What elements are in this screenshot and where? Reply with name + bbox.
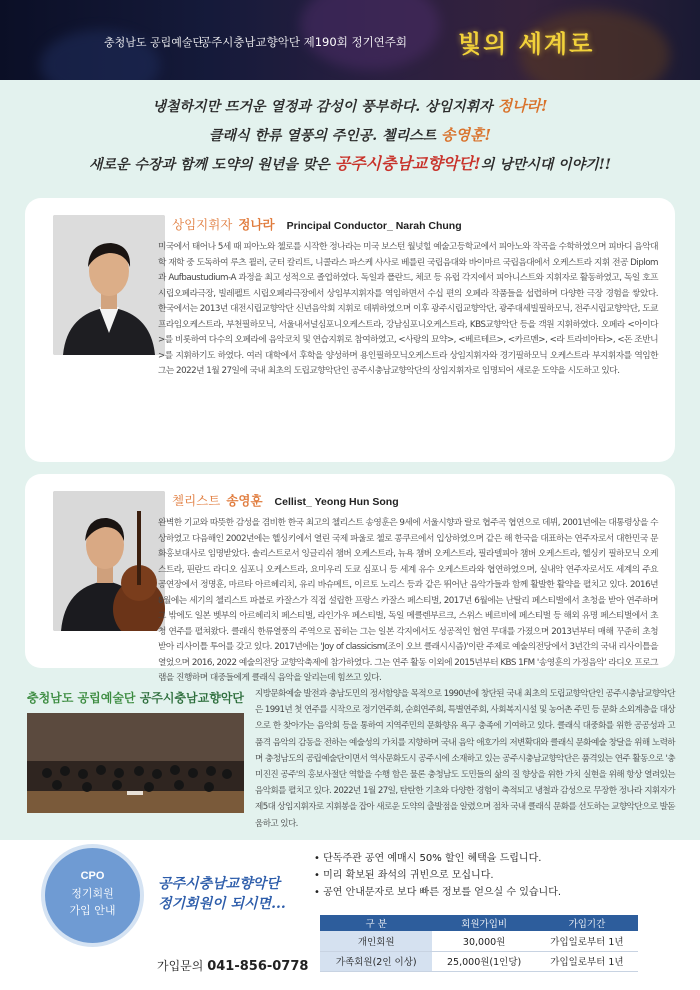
fee-table-header xyxy=(320,915,638,931)
orchestra-description: 지방문화예술 발전과 충남도민의 정서함양을 목적으로 1990년에 창단된 국내 최초의 도립교향악단인 공주시충남교향악단은 1991년 첫 연주를 시작으로 정기연주회, 순회연주회, 특별연주회, 사회복지시설 및 농어촌 주민 등 문화 소외계층을 대상으로 한 찾아가는 음악회 등을 통하여 지역주민의 문화향유 욕구 충족에 기여하고 있다. 클래식 대중화를 위한 공공성과 고품격 음악의 감동을 전하는 예술성의 가치를 지향하며 국내 음악 애호가의 저변확대와 클래식 문화예술 창달을 위해 노력하며 충청남도의 공립예술단이면서 역사문화도시 공주시에 소재하고 있는 공주시충남교향악단은 품격있는 연주 활동으로 '충미진진 공주'의 홍보사절단 역할을 수행 함은 물론 충청남도 도민들의 삶의 질 향상을 위한 가치 실현을 위해 항상 열려있는 음악회를 펼치고 있다. 2022년 1월 27일, 탄탄한 기초와 다양한 경험이 축적되고 냉철과 감성으로 무장한 정나라 지휘자가 제5대 상임지휘자로 지휘봉을 잡아 새로운 도약의 출발점을 알렸으며 점차 국내 클래식 문화를 선도하는 교향악단으로 발돋움하고 있다. xyxy=(255,689,675,829)
header-title: 빛의 세계로 xyxy=(458,29,595,58)
benefit-item: • 공연 안내문자로 보다 빠른 정보를 얻으실 수 있습니다. xyxy=(314,884,561,901)
orchestra-title xyxy=(27,689,244,706)
cellist-english-title: Cellist_ Yeong Hun Song xyxy=(274,496,399,508)
conductor-english-title: Principal Conductor_ Narah Chung xyxy=(286,220,462,232)
cellist-card xyxy=(25,474,675,683)
conductor-portrait-icon xyxy=(53,215,165,355)
intro-line-1 xyxy=(0,92,700,121)
cellist-portrait-icon xyxy=(53,491,165,631)
fee-header-price: 회원가입비 xyxy=(432,915,535,931)
intro-orchestra-name: 공주시충남교향악단! xyxy=(334,154,481,173)
fee-header-period: 가입기간 xyxy=(536,915,638,931)
cellist-photo xyxy=(53,491,165,631)
intro-line-3-end: 의 낭만시대 이야기!! xyxy=(480,157,611,173)
fee-cell: 가족회원(2인 이상) xyxy=(320,951,432,971)
conductor-card xyxy=(25,198,675,462)
membership-contact xyxy=(157,957,308,974)
conductor-bio: 미국에서 태어나 5세 때 피아노와 첼로를 시작한 정나라는 미국 보스턴 월넛힐 예술고등학교에서 피아노와 작곡을 수학하였으며 피바디 음악대학 재학 중 도독하여 루츠 쾰러, 군터 칼리트, 니콜라스 파스케 사사로 베를린 국립음대와 바이마르 국립음대에서 오케스트라 지휘 전공 Diplom과 Aufbaustudium-A 과정을 최고 성적으로 졸업하였다. 독일과 폴란드, 체코 등 유럽 각지에서 피아니스트와 지휘자로 활동하였고, 독일 호프 시립오페라극장, 빌레펠트 시립오페라극장에서 상임부지휘자를 역임하면서 수십 편의 오페라 작품들을 섭렵하며 다양한 극장 경험을 쌓았다. 한국에서는 2013년 대전시립교향악단 신년음악회 지휘로 데뷔하였으며 이후 광주시립교향악단, 광주대세빌필하모닉, 전주시립교향악단, 도쿄프라임오케스트라, 부천필하모닉, 서울내셔널심포니오케스트라, 강남심포니오케스트라, KBS교향악단 등을 객원 지휘하였다. 오페라 <아이다>를 비롯하여 다수의 오페라에 음악코치 및 연습지휘로 참여하였고, <사랑의 묘약>, <베르테르>, <카르멘>, <라 트라비아타>, <돈 조반니>를 지휘하기도 하였다. 여러 대학에서 후학을 양성하며 용인필하모닉오케스트라 상임지휘자와 경기필하모닉 오케스트라 부지휘자를 역임한 그는 2022년 1월 27일에 국내 최초의 도립교향악단인 공주시충남교향악단의 상임지휘자로 임명되어 새로운 도약을 시도하고 있다. xyxy=(158,242,658,376)
cellist-role: 첼리스트 xyxy=(172,493,221,508)
table-row xyxy=(320,931,638,951)
fee-cell: 25,000원(1인당) xyxy=(432,951,535,971)
membership-slogan xyxy=(158,874,286,914)
conductor-heading xyxy=(172,215,462,233)
fee-cell: 가입일로부터 1년 xyxy=(536,931,638,951)
benefits-list xyxy=(314,850,561,901)
fee-cell: 30,000원 xyxy=(432,931,535,951)
orchestra-photo xyxy=(27,713,244,813)
badge-line-3: 가입 안내 xyxy=(69,904,116,917)
intro-line-3-text: 새로운 수장과 함께 도약의 원년을 맞은 xyxy=(88,157,335,173)
intro-line-2 xyxy=(0,121,700,150)
fee-cell: 가입일로부터 1년 xyxy=(536,951,638,971)
conductor-name: 정나라 xyxy=(238,217,275,232)
slogan-line-1: 공주시충남교향악단 xyxy=(158,876,280,892)
cellist-heading xyxy=(172,491,399,509)
intro-line-3 xyxy=(0,150,700,179)
header-concert: 공주시충남교향악단 제190회 정기연주회 xyxy=(200,35,408,49)
intro-text xyxy=(0,92,700,179)
contact-label: 가입문의 xyxy=(157,959,204,973)
table-row xyxy=(320,951,638,971)
fee-cell: 개인회원 xyxy=(320,931,432,951)
badge-cpo: CPO xyxy=(80,870,105,882)
contact-phone: 041-856-0778 xyxy=(207,959,309,974)
intro-conductor-name: 정나라! xyxy=(497,97,548,115)
fee-table xyxy=(320,915,638,972)
benefit-item: • 미리 확보된 좌석의 귀빈으로 모십니다. xyxy=(314,867,561,884)
orchestra-title-prefix: 충청남도 공립예술단 xyxy=(27,691,140,705)
fee-header-category: 구 분 xyxy=(320,915,432,931)
conductor-photo xyxy=(53,215,165,355)
membership-section xyxy=(0,840,700,990)
badge-line-2: 정기회원 xyxy=(71,887,114,900)
header-banner xyxy=(0,0,700,80)
conductor-role: 상임지휘자 xyxy=(172,217,233,232)
header-org: 충청남도 공립예술단 xyxy=(104,36,204,49)
cellist-bio: 완벽한 기교와 따뜻한 감성을 겸비한 한국 최고의 첼리스트 송영훈은 9세에 서울시향과 랄로 협주곡 협연으로 데뷔, 2001년에는 대통령상을 수상하였고 다음해인 2002년에는 헬싱키에서 열린 국제 파울로 첼로 콩쿠르에서 입상하였으며 같은 해 한국을 대표하는 연주자로서 대한민국 문화홍보대사로 임명받았다. 솔리스트로서 잉글리쉬 챔버 오케스트라, 뉴욕 챔버 오케스트라, 필라델피아 챔버 오케스트라, 헬싱키 필하모닉 오케스트라, 핀란드 라디오 심포니 오케스트라, 요미우리 도쿄 심포니 등 세계 유수 오케스트라와 협연하였으며, 실내악 연주자로서도 세계의 주요 공연장에서 정명훈, 마르타 아르헤리치, 유리 바슈메트, 이르토 노리스 등과 같은 뛰어난 음악가들과 함께 활발한 활약을 펼치고 있다. 2016년 8월에는 세기의 첼리스트 파블로 카잘스가 직접 설립한 프랑스 카잘스 페스티벌, 2017년 6월에는 난탈리 페스티벌에서 초청을 받아 연주하며 그 밖에도 일본 벳부의 아르헤리치 페스티벌, 라인가우 페스티벌, 독일 메클렌부르크, 스위스 베르비에 페스티벌 등 해외 유명 페스티벌에서 초청 연주를 펼쳐왔다. 클래식 한류열풍의 주역으로 꼽히는 그는 일본 각지에서도 성공적인 협연 무대를 가졌으며 2013년부터 매해 꾸준히 초청받아 리사이틀 투어를 갖고 있다. 2017년에는 'Joy of classicism(조이 오브 클래시시즘)'이란 주제로 예술의전당에서 3년간의 국내 리사이틀을 열었으며 2016, 2022 예술의전당 교향악축제에 참가하였다. 그는 연주 활동 이외에 2015년부터 KBS 1FM '송영훈의 가정음악' 라디오 프로그램을 진행하며 대중들에게 클래식 음악을 알리는데 힘쓰고 있다. xyxy=(158,518,658,683)
orchestra-stage-icon xyxy=(27,713,244,813)
slogan-line-2: 정기회원이 되시면... xyxy=(158,896,286,912)
orchestra-title-name: 공주시충남교향악단 xyxy=(139,691,245,705)
membership-badge xyxy=(45,848,140,943)
cellist-name: 송영훈 xyxy=(226,493,263,508)
benefit-item: • 단독주관 공연 예매시 50% 할인 혜택을 드립니다. xyxy=(314,850,561,867)
intro-line-2-text: 클래식 한류 열풍의 주인공. 첼리스트 xyxy=(208,128,442,144)
intro-cellist-name: 송영훈! xyxy=(441,126,492,144)
intro-line-1-text: 냉철하지만 뜨거운 열정과 감성이 풍부하다. 상임지휘자 xyxy=(152,99,498,115)
